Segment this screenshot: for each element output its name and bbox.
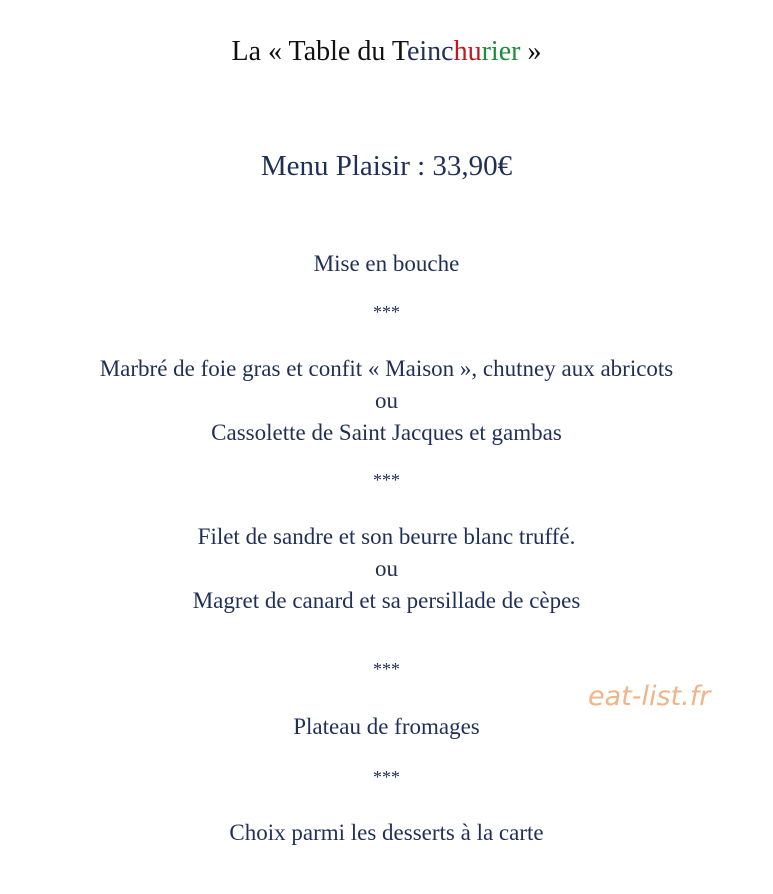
course-dessert: Choix parmi les desserts à la carte [229, 820, 544, 845]
watermark: eat-list.fr [588, 681, 711, 712]
starter-option-1: Marbré de foie gras et confit « Maison », chutney aux abricots [99, 356, 674, 381]
restaurant-name-suffix: » [520, 36, 542, 67]
menu-title: Menu Plaisir : 33,90€ [260, 150, 513, 182]
restaurant-name-blue-part: einc [406, 36, 454, 67]
separator: *** [373, 470, 400, 490]
separator: *** [373, 302, 400, 322]
starter-option-2: Cassolette de Saint Jacques et gambas [211, 420, 562, 445]
restaurant-name-green-part: rier [481, 36, 521, 67]
course-cheese: Plateau de fromages [293, 714, 480, 739]
separator: *** [373, 767, 400, 787]
main-option-2: Magret de canard et sa persillade de cèpes [192, 588, 581, 613]
restaurant-name-red-part: hu [453, 36, 482, 67]
main-option-1: Filet de sandre et son beurre blanc truffé. [197, 524, 576, 549]
restaurant-name [0, 38, 773, 66]
main-or: ou [375, 556, 398, 581]
course-amuse-bouche: Mise en bouche [313, 251, 460, 276]
restaurant-name-prefix: La « Table du T [231, 36, 407, 67]
separator: *** [373, 659, 400, 679]
starter-or: ou [375, 388, 398, 413]
